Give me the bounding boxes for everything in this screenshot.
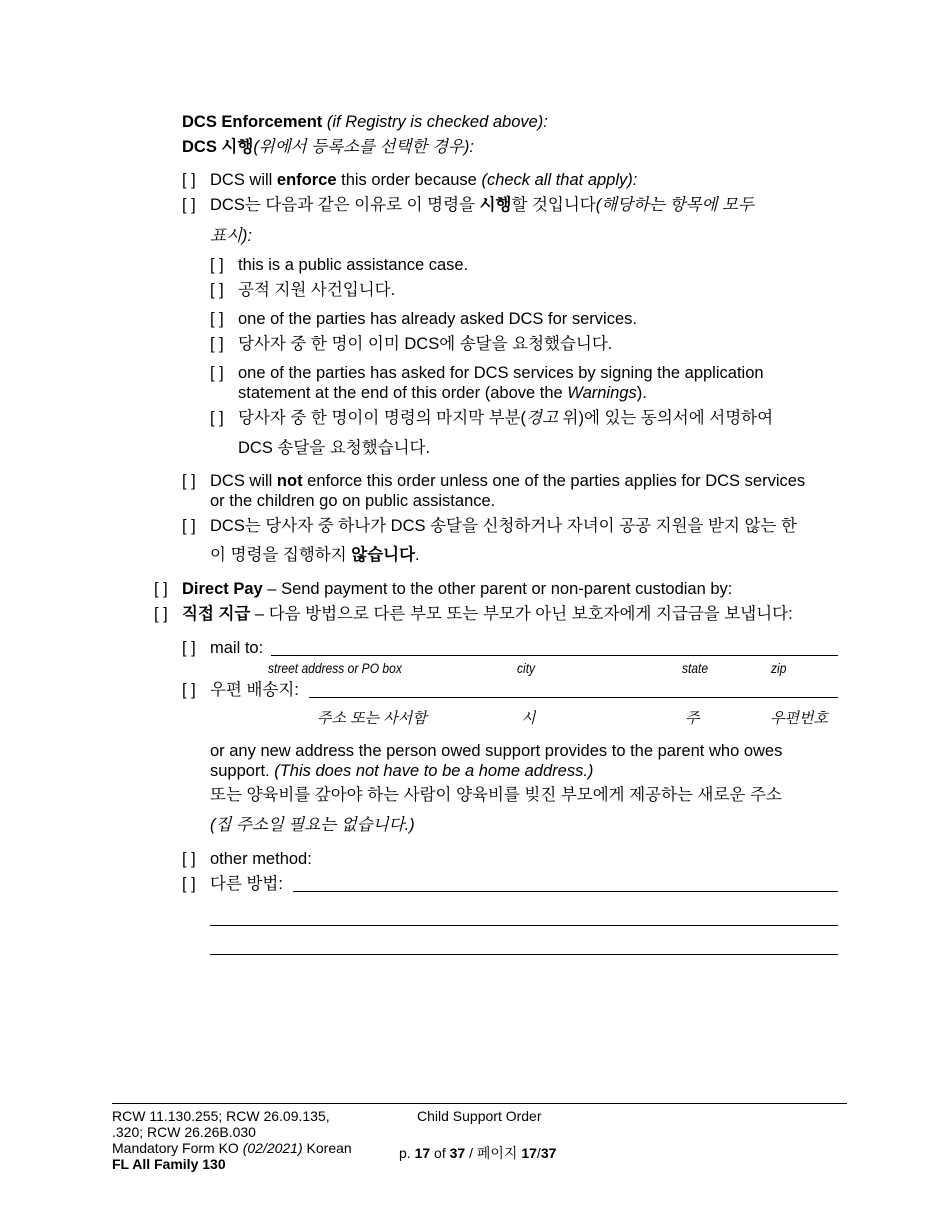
not-enforce-ko-text-1: 이 명령을 집행하지 [210, 546, 352, 564]
signed-application-text-2: ). [636, 384, 647, 402]
other-method-checkbox-ko[interactable]: [ ] [182, 875, 196, 893]
signed-application-label-ko-2: DCS 송달을 요청했습니다. [238, 439, 431, 457]
section-title [182, 112, 548, 132]
not-enforce-ko-text-2: . [415, 546, 420, 564]
already-asked-label: one of the parties has already asked DCS for services. [238, 310, 637, 328]
footer-page-total: 37 [449, 1145, 466, 1161]
enforce-ko-note-cont: 표시): [210, 227, 252, 245]
enforce-checkbox[interactable]: [ ] [182, 171, 196, 189]
other-method-line-2[interactable] [210, 925, 838, 926]
signed-application-checkbox[interactable]: [ ] [210, 364, 224, 382]
footer-rcw-2: .320; RCW 26.26B.030 [112, 1124, 256, 1140]
enforce-text-2: this order because [336, 171, 482, 189]
section-title-bold: DCS Enforcement [182, 113, 323, 131]
public-assistance-checkbox-ko[interactable]: [ ] [210, 281, 224, 299]
other-method-label-ko: 다른 방법: [210, 875, 283, 893]
footer-rcw-1: RCW 11.130.255; RCW 26.09.135, [112, 1108, 330, 1124]
direct-pay-ko-text: – 다음 방법으로 다른 부모 또는 부모가 아닌 보호자에게 지급금을 보냅니다: [250, 605, 793, 623]
signed-application-checkbox-ko[interactable]: [ ] [210, 409, 224, 427]
new-address-text-2 [210, 761, 593, 781]
section-title-ko-note: (위에서 등록소를 선택한 경우): [253, 138, 474, 156]
footer-page-sep: / 페이지 [465, 1145, 522, 1161]
not-enforce-text-2: enforce this order unless one of the parties applies for DCS services [302, 472, 806, 490]
footer-mandatory-date: (02/2021) [242, 1140, 303, 1156]
not-enforce-label-1 [210, 471, 805, 491]
caption-city: city [517, 660, 536, 676]
enforce-text-note: (check all that apply): [481, 171, 638, 189]
not-enforce-text-1: DCS will [210, 472, 277, 490]
not-enforce-checkbox-ko[interactable]: [ ] [182, 517, 196, 535]
mail-to-checkbox[interactable]: [ ] [182, 639, 196, 657]
direct-pay-text: – Send payment to the other parent or non-parent custodian by: [262, 580, 733, 598]
footer-page-num: 17 [414, 1145, 431, 1161]
caption-zip-ko: 우편번호 [770, 710, 828, 727]
already-asked-checkbox-ko[interactable]: [ ] [210, 335, 224, 353]
caption-zip: zip [771, 660, 787, 676]
new-address-support: support. [210, 762, 275, 780]
direct-pay-checkbox[interactable]: [ ] [154, 580, 168, 598]
section-title-ko [182, 137, 474, 157]
footer-mandatory-lang: Korean [302, 1140, 352, 1156]
caption-state-ko: 주 [685, 710, 700, 727]
mail-to-line[interactable] [271, 655, 838, 656]
enforce-checkbox-ko[interactable]: [ ] [182, 196, 196, 214]
footer-page-p: p. [399, 1145, 415, 1161]
caption-state: state [682, 660, 709, 676]
signed-application-ko-text-2: 위)에 있는 동의서에 서명하여 [557, 409, 774, 427]
footer-form-title: Child Support Order [417, 1108, 542, 1124]
new-address-text-ko-1: 또는 양육비를 갚아야 하는 사람이 양육비를 빚진 부모에게 제공하는 새로운 주소 [210, 786, 782, 804]
direct-pay-bold: Direct Pay [182, 580, 263, 598]
caption-street: street address or PO box [268, 660, 402, 676]
signed-application-ko-warnings: 경고 [526, 409, 558, 427]
already-asked-label-ko: 당사자 중 한 명이 이미 DCS에 송달을 요청했습니다. [238, 335, 613, 353]
public-assistance-checkbox[interactable]: [ ] [210, 256, 224, 274]
mail-to-label: mail to: [210, 639, 264, 657]
direct-pay-ko-bold: 직접 지급 [182, 605, 251, 623]
enforce-label-ko [210, 195, 754, 215]
section-title-ko-bold: DCS 시행 [182, 138, 254, 156]
not-enforce-checkbox[interactable]: [ ] [182, 472, 196, 490]
footer-page-number [399, 1145, 556, 1161]
mail-to-line-ko[interactable] [309, 697, 838, 698]
mail-to-label-ko: 우편 배송지: [210, 681, 299, 699]
footer-page-of: of [430, 1145, 450, 1161]
section-title-note: (if Registry is checked above): [326, 113, 548, 131]
signed-application-ko-text-1: 당사자 중 한 명이이 명령의 마지막 부분( [238, 409, 527, 427]
footer-page-num-ko: 17 [521, 1145, 537, 1161]
not-enforce-label-2: or the children go on public assistance. [210, 492, 496, 510]
enforce-ko-text-2: 할 것입니다 [511, 196, 596, 214]
enforce-ko-text-1: DCS는 다음과 같은 이유로 이 명령을 [210, 196, 480, 214]
not-enforce-bold: not [276, 472, 303, 490]
footer-divider [112, 1103, 847, 1104]
caption-street-ko: 주소 또는 사서함 [317, 710, 427, 727]
caption-city-ko: 시 [521, 710, 536, 727]
new-address-text-1: or any new address the person owed support provides to the parent who owes [210, 742, 783, 760]
public-assistance-label: this is a public assistance case. [238, 256, 469, 274]
signed-application-text-1: statement at the end of this order (above the [238, 384, 568, 402]
footer-page-slash: / [536, 1145, 541, 1161]
signed-application-label-1: one of the parties has asked for DCS services by signing the application [238, 364, 764, 382]
direct-pay-label-ko [182, 604, 793, 624]
other-method-line-1[interactable] [293, 891, 838, 892]
not-enforce-label-ko-1: DCS는 당사자 중 하나가 DCS 송달을 신청하거나 자녀이 공공 지원을 받지 않는 한 [210, 517, 797, 535]
signed-application-label-2 [238, 383, 647, 403]
footer-form-id: FL All Family 130 [112, 1156, 226, 1172]
enforce-ko-text-bold: 시행 [479, 196, 512, 214]
footer-mandatory [112, 1140, 352, 1156]
enforce-label [210, 170, 637, 190]
enforce-text-bold: enforce [276, 171, 337, 189]
new-address-note: (This does not have to be a home address.) [274, 762, 594, 780]
not-enforce-ko-bold: 않습니다 [351, 546, 416, 564]
other-method-checkbox[interactable]: [ ] [182, 850, 196, 868]
already-asked-checkbox[interactable]: [ ] [210, 310, 224, 328]
public-assistance-label-ko: 공적 지원 사건입니다. [238, 281, 396, 299]
footer-mandatory-text: Mandatory Form KO [112, 1140, 243, 1156]
footer-page-total-ko: 37 [540, 1145, 557, 1161]
mail-to-checkbox-ko[interactable]: [ ] [182, 681, 196, 699]
direct-pay-checkbox-ko[interactable]: [ ] [154, 605, 168, 623]
enforce-text-1: DCS will [210, 171, 277, 189]
not-enforce-label-ko-2 [210, 545, 420, 565]
direct-pay-label [182, 579, 732, 599]
other-method-label: other method: [210, 850, 312, 868]
signed-application-label-ko-1 [238, 408, 773, 428]
other-method-line-3[interactable] [210, 954, 838, 955]
new-address-text-ko-2: (집 주소일 필요는 없습니다.) [210, 816, 415, 834]
enforce-ko-text-note: (해당하는 항목에 모두 [595, 196, 754, 214]
signed-application-warnings: Warnings [567, 384, 637, 402]
